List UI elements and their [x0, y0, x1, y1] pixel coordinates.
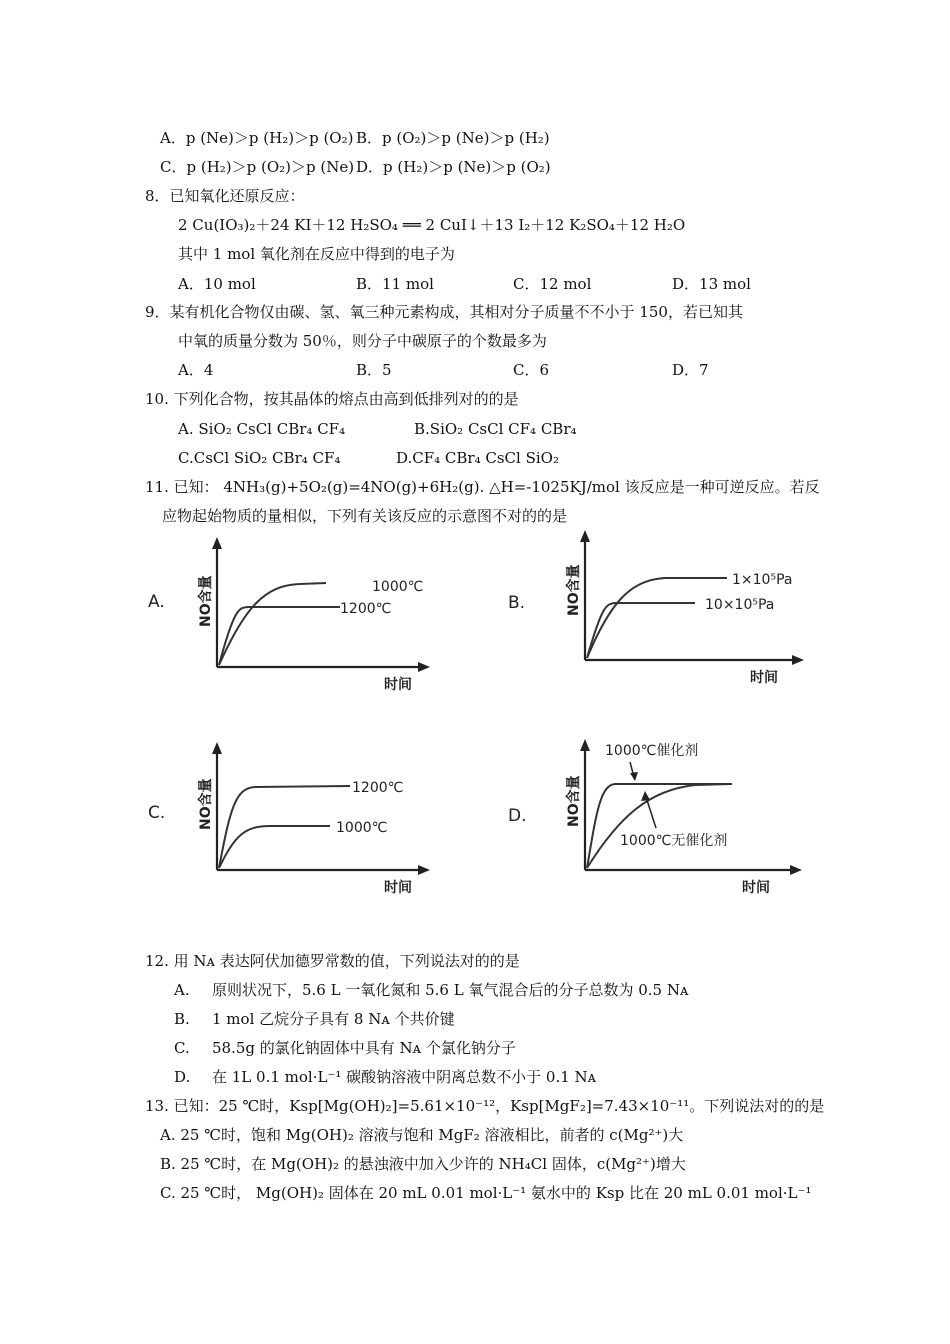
chart-c — [140, 740, 440, 900]
chart-a-curve-1000 — [219, 583, 326, 665]
chart-d-x-arrow — [790, 865, 802, 875]
chart-a-y-arrow — [212, 537, 222, 549]
q7-option-c: C．p (H₂)＞p (O₂)＞p (Ne) — [160, 158, 355, 176]
q8-stem: 8．已知氧化还原反应： — [145, 187, 305, 205]
q12-option-a-text: 原则状况下，5.6 L 一氧化氮和 5.6 L 氧气混合后的分子总数为 0.5 Nᴀ — [212, 981, 689, 999]
chart-a-x-arrow — [418, 662, 430, 672]
chart-b-xlabel: 时间 — [750, 670, 778, 686]
q12-stem: 12. 用 Nᴀ 表达阿伏加德罗常数的值，下列说法对的的是 — [145, 952, 520, 970]
q8-option-d: D．13 mol — [672, 275, 751, 293]
q7-option-a: A．p (Ne)＞p (H₂)＞p (O₂) — [160, 129, 354, 147]
chart-d-label-no-catalyst: 1000℃无催化剂 — [620, 833, 728, 849]
chart-c-label-1200: 1200℃ — [352, 780, 404, 796]
chart-d-curve-catalyst — [587, 784, 732, 868]
q8-option-b: B．11 mol — [356, 275, 434, 293]
chart-c-x-arrow — [418, 865, 430, 875]
q10-option-c: C.CsCl SiO₂ CBr₄ CF₄ — [178, 449, 341, 467]
chart-b-label-1e5: 1×10⁵Pa — [732, 572, 793, 588]
q9-line-1: 9．某有机化合物仅由碳、氢、氧三种元素构成，其相对分子质量不不小于 150，若已知其 — [145, 303, 743, 321]
q10-option-d: D.CF₄ CBr₄ CsCl SiO₂ — [396, 449, 559, 467]
q13-option-c: C. 25 ℃时， Mg(OH)₂ 固体在 20 mL 0.01 mol·L⁻¹ 氨水中的 Ksp 比在 20 mL 0.01 mol·L⁻¹ — [160, 1184, 812, 1202]
chart-c-letter: C. — [148, 803, 166, 823]
chart-d — [500, 735, 820, 900]
chart-b-label-10e5: 10×10⁵Pa — [705, 597, 775, 613]
chart-c-xlabel: 时间 — [384, 880, 412, 896]
q12-option-b-letter: B. — [174, 1010, 190, 1028]
chart-d-label-catalyst: 1000℃催化剂 — [605, 743, 699, 759]
q10-option-b: B.SiO₂ CsCl CF₄ CBr₄ — [414, 420, 577, 438]
q10-stem: 10. 下列化合物，按其晶体的熔点由高到低排列对的的是 — [145, 390, 519, 408]
chart-a-letter: A. — [148, 592, 165, 612]
q12-option-a-letter: A. — [174, 981, 190, 999]
chart-d-ylabel: NO含量 — [566, 775, 582, 827]
chart-a-ylabel: NO含量 — [198, 575, 214, 627]
chart-a-curve-1200 — [219, 607, 340, 665]
chart-c-label-1000: 1000℃ — [336, 820, 388, 836]
q13-option-a: A. 25 ℃时，饱和 Mg(OH)₂ 溶液与饱和 MgF₂ 溶液相比，前者的 c(Mg²⁺)大 — [160, 1126, 684, 1144]
q9-option-a: A．4 — [178, 361, 214, 379]
q7-option-d: D．p (H₂)＞p (Ne)＞p (O₂) — [356, 158, 551, 176]
q11-line-1: 11. 已知： 4NH₃(g)+5O₂(g)=4NO(g)+6H₂(g). △H=-1025KJ/mol 该反应是一种可逆反应。若反 — [145, 478, 820, 496]
q9-option-c: C．6 — [513, 361, 550, 379]
chart-a-label-1200: 1200℃ — [340, 601, 392, 617]
q7-option-b: B．p (O₂)＞p (Ne)＞p (H₂) — [356, 129, 550, 147]
q12-option-c-letter: C. — [174, 1039, 190, 1057]
chart-b-curve-10e5 — [587, 603, 695, 658]
q10-option-a: A. SiO₂ CsCl CBr₄ CF₄ — [178, 420, 346, 438]
q12-option-d-letter: D. — [174, 1068, 191, 1086]
chart-b — [500, 528, 820, 693]
chart-b-y-arrow — [580, 530, 590, 542]
q11-line-2: 应物起始物质的量相似，下列有关该反应的示意图不对的的是 — [162, 507, 568, 525]
chart-b-curve-1e5 — [587, 578, 727, 658]
chart-b-letter: B. — [508, 593, 526, 613]
q8-option-a: A．10 mol — [178, 275, 256, 293]
q12-option-d-text: 在 1L 0.1 mol·L⁻¹ 碳酸钠溶液中阴离总数不小于 0.1 Nᴀ — [212, 1068, 597, 1086]
q8-option-c: C．12 mol — [513, 275, 592, 293]
chart-d-y-arrow — [580, 739, 590, 751]
q8-equation: 2 Cu(IO₃)₂＋24 KI＋12 H₂SO₄ ══ 2 CuI↓＋13 I₂＋12 K₂SO₄＋12 H₂O — [178, 216, 686, 234]
chart-b-x-arrow — [792, 655, 804, 665]
chart-d-pointer-no-catalyst-head — [641, 791, 650, 801]
q12-option-b-text: 1 mol 乙烷分子具有 8 Nᴀ 个共价键 — [212, 1010, 455, 1028]
q8-question: 其中 1 mol 氧化剂在反应中得到的电子为 — [178, 245, 455, 263]
q12-option-c-text: 58.5g 的氯化钠固体中具有 Nᴀ 个氯化钠分子 — [212, 1039, 516, 1057]
chart-d-pointer-no-catalyst — [646, 797, 656, 828]
chart-d-xlabel: 时间 — [742, 880, 770, 896]
q13-stem: 13. 已知：25 ℃时，Ksp[Mg(OH)₂]=5.61×10⁻¹²，Ksp[MgF₂]=7.43×10⁻¹¹。下列说法对的的是 — [145, 1097, 825, 1115]
chart-b-ylabel: NO含量 — [566, 564, 582, 616]
q13-option-b: B. 25 ℃时，在 Mg(OH)₂ 的悬浊液中加入少许的 NH₄Cl 固体，c(Mg²⁺)增大 — [160, 1155, 686, 1173]
chart-c-curve-1000 — [219, 826, 330, 868]
chart-d-pointer-catalyst-head — [630, 772, 638, 781]
q9-line-2: 中氧的质量分数为 50％，则分子中碳原子的个数最多为 — [178, 332, 547, 350]
q9-option-b: B．5 — [356, 361, 392, 379]
chart-a-label-1000: 1000℃ — [372, 579, 424, 595]
chart-c-ylabel: NO含量 — [198, 778, 214, 830]
chart-a — [140, 535, 440, 700]
chart-d-letter: D. — [508, 806, 527, 826]
chart-d-curve-no-catalyst — [587, 784, 732, 868]
chart-a-xlabel: 时间 — [384, 677, 412, 693]
chart-c-y-arrow — [212, 742, 222, 754]
q9-option-d: D．7 — [672, 361, 709, 379]
